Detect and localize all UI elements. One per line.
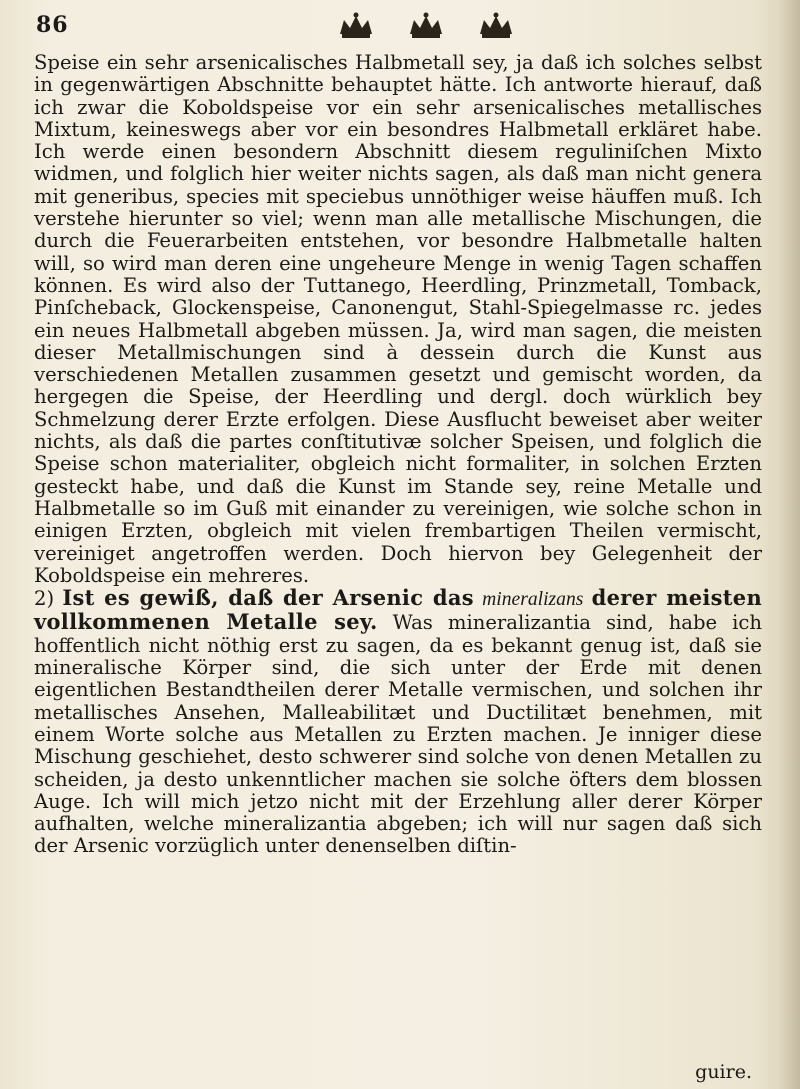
page-edge-shadow [778, 0, 800, 1089]
page-header [36, 8, 756, 48]
paragraph-2 [34, 587, 762, 858]
page-number: 86 [36, 12, 69, 38]
header-ornaments [336, 8, 516, 42]
body-text [34, 52, 762, 858]
crown-ornament-icon [406, 10, 446, 40]
paragraph-2-heading: Ist es gewiß, daß der Arsenic das [62, 585, 474, 611]
paragraph-2-heading-cont: derer meisten vollkommenen Metalle sey. [34, 585, 763, 635]
paragraph-2-heading-italic: mineralizans [482, 589, 584, 611]
crown-ornament-icon [476, 10, 516, 40]
paragraph-1: Speise ein sehr arsenicalisches Halbmetall sey, ja daß ich solches selbst in gegenwärtigen Abschnitte behauptet hätte. Ich antworte hierauf, daß ich zwar die Koboldspeise vor ein sehr arsenicalisches metallisches Mixtum, keineswegs aber vor ein besondres Halbmetall erkläret habe. Ich werde einen besondern Abschnitt diesem reguliniſchen Mixto widmen, und folglich hier weiter nichts sagen, als daß man nicht genera mit generibus, species mit speciebus unnöthiger weise häuffen muß. Ich verstehe hierunter so viel; wenn man alle metallische Mischungen, die durch die Feuerarbeiten entstehen, vor besondre Halbmetalle halten will, so wird man deren eine ungeheure Menge in wenig Tagen schaffen können. Es wird also der Tuttanego, Heerdling, Prinzmetall, Tomback, Pinſcheback, Glockenspeise, Canonengut, Stahl-Spiegelmasse rc. jedes ein neues Halbmetall abgeben müssen. Ja, wird man sagen, die meisten dieser Metallmischungen sind à dessein durch die Kunst aus verschiedenen Metallen zusammen gesetzt und gemischt worden, da hergegen die Speise, der Heerdling und dergl. doch würklich bey Schmelzung derer Erzte erfolgen. Diese Ausflucht beweiset aber weiter nichts, als daß die partes conſtitutivæ solcher Speisen, und folglich die Speise schon materialiter, obgleich nicht formaliter, in solchen Erzten gesteckt habe, und daß die Kunst im Stande sey, reine Metalle und Halbmetalle so im Guß mit einander zu vereinigen, wie solche schon in einigen Erzten, obgleich mit vielen frembartigen Theilen vermischt, vereiniget angetroffen werden. Doch hiervon bey Gelegenheit der Koboldspeise ein mehreres. [34, 51, 762, 587]
crown-ornament-icon [336, 10, 376, 40]
catchword: guire. [695, 1061, 752, 1083]
paragraph-2-number: 2) [34, 587, 55, 611]
paragraph-2-text: Was mineralizantia sind, habe ich hoffentlich nicht nöthig erst zu sagen, da es bekannt genug ist, daß sie mineralische Körper sind, die sich unter der Erde mit denen eigentlichen Bestandtheilen derer Metalle vermischen, und solchen ihr metallisches Ansehen, Malleabilitæt und Ductilitæt benehmen, mit einem Worte solche aus Metallen zu Erzten machen. Je inniger diese Mischung geschiehet, desto schwerer sind solche von denen Metallen zu scheiden, ja desto unkenntlicher machen sie solche öfters dem blossen Auge. Ich will mich jetzo nicht mit der Erzehlung aller derer Körper aufhalten, welche mineralizantia abgeben; ich will nur sagen daß sich der Arsenic vorzüglich unter denenselben diſtin- [34, 611, 763, 858]
